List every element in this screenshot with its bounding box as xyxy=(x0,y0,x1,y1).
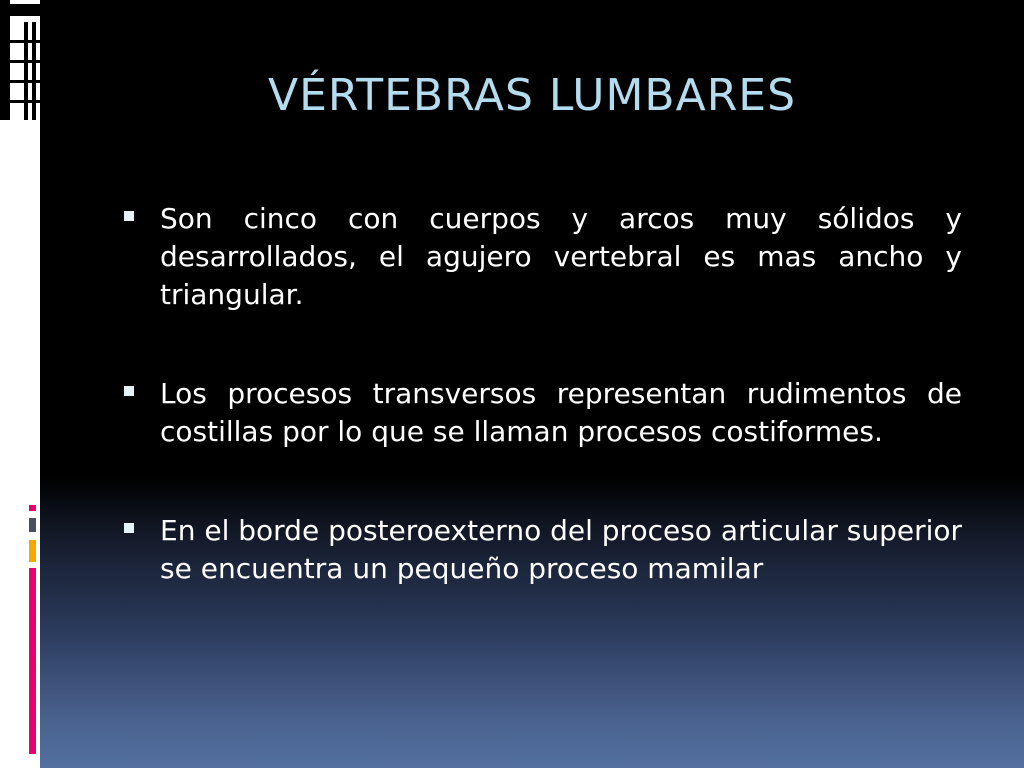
accent-bar-orange xyxy=(29,540,36,562)
bullet-text: En el borde posteroexterno del proceso articular superior se encuentra un pequeño proceso mamilar xyxy=(160,514,963,585)
bullet-text: Son cinco con cuerpos y arcos muy sólidos y desarrollados, el agujero vertebral es mas ancho y triangular. xyxy=(160,202,962,311)
bullet-text: Los procesos transversos representan rudimentos de costillas por lo que se llaman procesos costiformes. xyxy=(160,377,962,448)
slide-title: VÉRTEBRAS LUMBARES xyxy=(267,70,797,121)
accent-bar-gray-2 xyxy=(29,518,36,532)
square-bullet-icon xyxy=(124,523,134,533)
bullet-item xyxy=(122,375,962,451)
bullet-item xyxy=(122,200,962,314)
bullet-item xyxy=(122,512,962,588)
accent-bar-gray xyxy=(29,505,36,511)
square-bullet-icon xyxy=(124,211,134,221)
corner-decoration-icon xyxy=(0,0,40,120)
accent-bar-pink xyxy=(29,568,36,754)
square-bullet-icon xyxy=(124,386,134,396)
bullet-list xyxy=(122,200,962,649)
